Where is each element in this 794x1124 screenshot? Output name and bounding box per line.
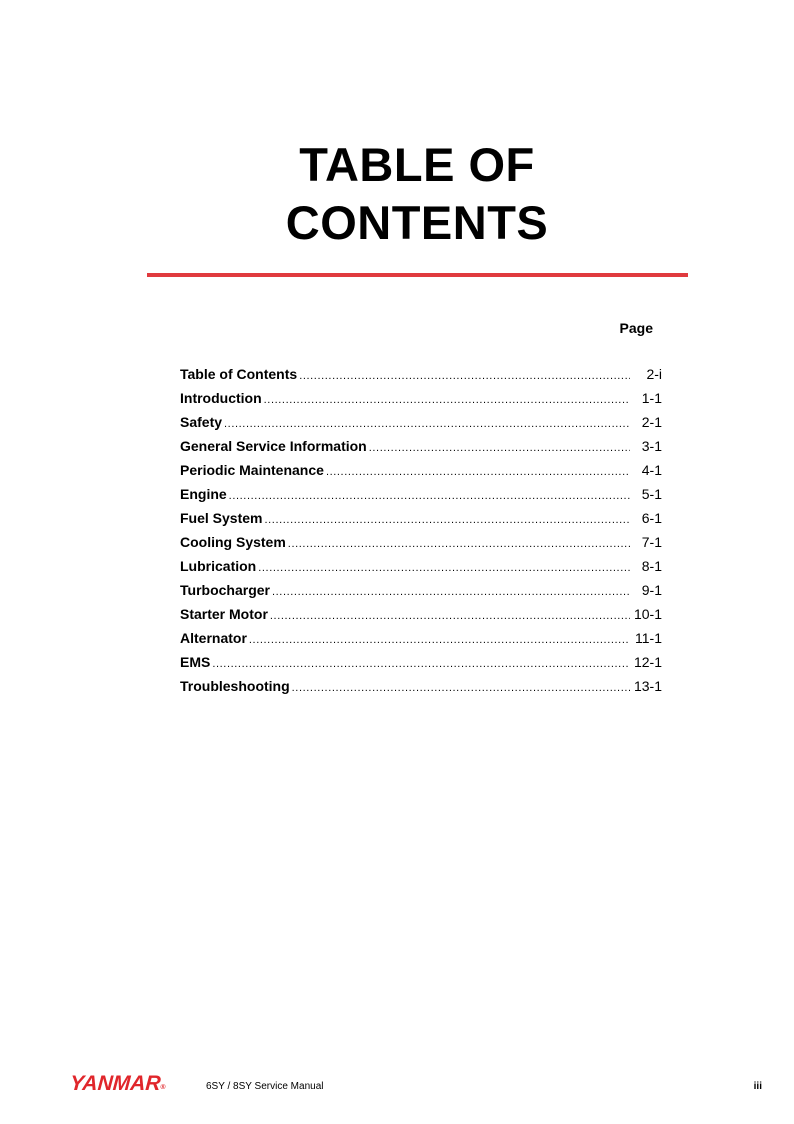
toc-leader-dots xyxy=(264,514,630,526)
toc-leader-dots xyxy=(264,394,630,406)
toc-leader-dots xyxy=(224,418,630,430)
toc-entry-page: 13-1 xyxy=(633,678,662,694)
toc-entry[interactable] xyxy=(180,630,662,654)
toc-entry[interactable] xyxy=(180,558,662,582)
toc-entry-page: 3-1 xyxy=(641,438,662,454)
toc-entry-page: 9-1 xyxy=(641,582,662,598)
toc-entry[interactable] xyxy=(180,606,662,630)
toc-entry-page: 6-1 xyxy=(641,510,662,526)
toc-entry-title: Lubrication xyxy=(180,558,257,574)
toc-entry-title: Starter Motor xyxy=(180,606,268,622)
page-title-line-1: TABLE OF xyxy=(299,138,535,191)
toc-entry-title: Turbocharger xyxy=(180,582,270,598)
toc-entry-page: 8-1 xyxy=(641,558,662,574)
toc-entry[interactable] xyxy=(180,438,662,462)
toc-leader-dots xyxy=(272,586,630,598)
toc-entry-title: Table of Contents xyxy=(180,366,298,382)
toc-leader-dots xyxy=(369,442,630,454)
toc-leader-dots xyxy=(299,370,630,382)
toc-entry[interactable] xyxy=(180,462,662,486)
page-column-label: Page xyxy=(619,320,653,336)
title-divider xyxy=(147,273,688,277)
toc-entry-page: 11-1 xyxy=(635,630,662,646)
page-title-line-2: CONTENTS xyxy=(285,196,549,249)
toc-entry[interactable] xyxy=(180,366,662,390)
toc-entry-title: Periodic Maintenance xyxy=(180,462,324,478)
toc-entry[interactable] xyxy=(180,510,662,534)
toc-entry-title: Safety xyxy=(180,414,223,430)
toc-leader-dots xyxy=(288,538,630,550)
toc-entry-title: Introduction xyxy=(180,390,262,406)
toc-entry-title: Engine xyxy=(180,486,227,502)
toc-entry[interactable] xyxy=(180,582,662,606)
toc-entry[interactable] xyxy=(180,486,662,510)
toc-entry-page: 1-1 xyxy=(641,390,662,406)
toc-entry-page: 12-1 xyxy=(633,654,662,670)
toc-entry[interactable] xyxy=(180,654,662,678)
toc-entry-page: 10-1 xyxy=(633,606,662,622)
toc-entry-page: 4-1 xyxy=(641,462,662,478)
footer-page-number: iii xyxy=(753,1081,762,1092)
toc-leader-dots xyxy=(212,658,630,670)
toc-entry-title: General Service Information xyxy=(180,438,367,454)
toc-entry-title: Fuel System xyxy=(180,510,263,526)
registered-mark: ® xyxy=(160,1084,166,1091)
page-title xyxy=(0,136,794,252)
toc-entry-title: Alternator xyxy=(180,630,247,646)
toc-leader-dots xyxy=(249,634,630,646)
toc-leader-dots xyxy=(292,682,630,694)
toc-entry[interactable] xyxy=(180,414,662,438)
toc-entry-title: EMS xyxy=(180,654,211,670)
footer-manual-name: 6SY / 8SY Service Manual xyxy=(206,1081,324,1092)
yanmar-logo xyxy=(69,1072,166,1096)
logo-text: YANMAR xyxy=(69,1072,162,1095)
toc-entry[interactable] xyxy=(180,678,662,702)
toc-leader-dots xyxy=(258,562,630,574)
toc-leader-dots xyxy=(229,490,630,502)
toc-entry[interactable] xyxy=(180,390,662,414)
toc-entry-page: 7-1 xyxy=(641,534,662,550)
table-of-contents xyxy=(180,366,662,702)
toc-leader-dots xyxy=(270,610,630,622)
toc-entry[interactable] xyxy=(180,534,662,558)
toc-entry-page: 2-1 xyxy=(641,414,662,430)
toc-entry-title: Troubleshooting xyxy=(180,678,290,694)
toc-entry-page: 2-i xyxy=(646,366,662,382)
toc-entry-page: 5-1 xyxy=(641,486,662,502)
toc-leader-dots xyxy=(326,466,630,478)
toc-entry-title: Cooling System xyxy=(180,534,286,550)
